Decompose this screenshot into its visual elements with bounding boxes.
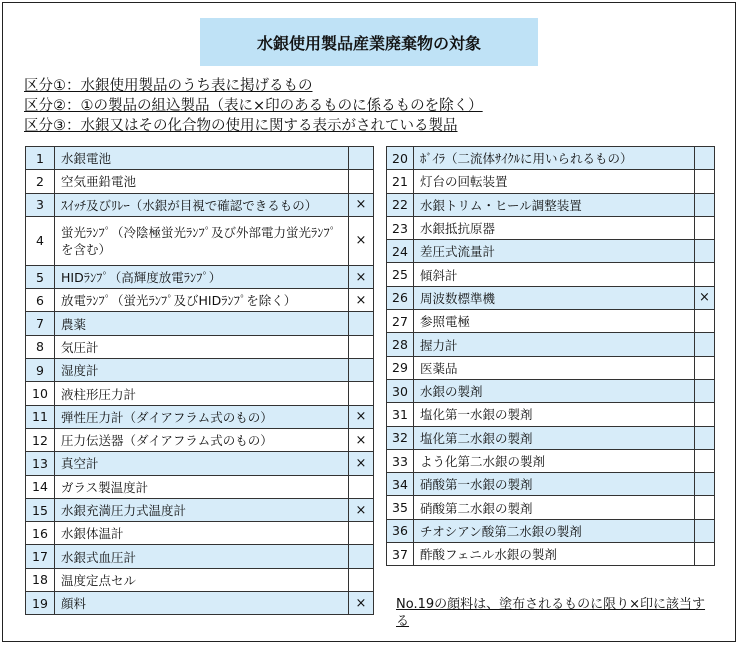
table-row <box>387 519 715 542</box>
footnote: No.19の顔料は、塗布されるものに限り×印に該当する <box>396 597 706 629</box>
row-number: 33 <box>387 449 414 472</box>
row-mark <box>695 193 715 216</box>
row-item-name: 水銀充満圧力式温度計 <box>55 498 349 521</box>
row-number: 1 <box>26 147 55 170</box>
row-number: 10 <box>26 382 55 405</box>
row-mark: × <box>349 592 374 615</box>
row-mark <box>349 335 374 358</box>
table-row <box>26 498 374 521</box>
row-mark <box>695 170 715 193</box>
row-item-name: 空気亜鉛電池 <box>55 170 349 193</box>
table-row <box>387 286 715 309</box>
row-mark <box>695 356 715 379</box>
table-row <box>26 568 374 591</box>
table-row <box>387 426 715 449</box>
row-number: 27 <box>387 310 414 333</box>
row-mark <box>695 263 715 286</box>
table-row <box>26 475 374 498</box>
row-number: 14 <box>26 475 55 498</box>
row-number: 15 <box>26 498 55 521</box>
row-item-name: 農薬 <box>55 312 349 335</box>
row-item-name: 温度定点セル <box>55 568 349 591</box>
table-row <box>387 333 715 356</box>
row-item-name: 水銀電池 <box>55 147 349 170</box>
row-number: 5 <box>26 265 55 288</box>
row-item-name: 圧力伝送器（ダイアフラム式のもの） <box>55 428 349 451</box>
row-item-name: 握力計 <box>414 333 695 356</box>
category-3-description: 区分③：水銀又はその化合物の使用に関する表示がされている製品 <box>24 118 458 134</box>
row-mark <box>695 240 715 263</box>
page-title: 水銀使用製品産業廃棄物の対象 <box>200 18 538 66</box>
category-2-description: 区分②：①の製品の組込製品（表に×印のあるものに係るものを除く） <box>24 98 483 114</box>
row-mark <box>695 216 715 239</box>
row-number: 30 <box>387 379 414 402</box>
row-item-name: 湿度計 <box>55 359 349 382</box>
row-number: 6 <box>26 289 55 312</box>
table-row <box>387 356 715 379</box>
table-row <box>387 310 715 333</box>
row-item-name: よう化第二水銀の製剤 <box>414 449 695 472</box>
table-row <box>387 473 715 496</box>
table-row <box>26 147 374 170</box>
row-item-name: 水銀抵抗原器 <box>414 216 695 239</box>
row-mark <box>349 522 374 545</box>
row-number: 35 <box>387 496 414 519</box>
row-item-name: 塩化第二水銀の製剤 <box>414 426 695 449</box>
row-item-name: 硝酸第二水銀の製剤 <box>414 496 695 519</box>
row-mark <box>695 473 715 496</box>
row-mark: × <box>349 405 374 428</box>
table-row <box>26 405 374 428</box>
table-row <box>387 170 715 193</box>
row-item-name: ガラス製温度計 <box>55 475 349 498</box>
row-number: 21 <box>387 170 414 193</box>
row-mark <box>695 403 715 426</box>
table-row <box>387 193 715 216</box>
row-mark: × <box>349 452 374 475</box>
row-mark <box>695 379 715 402</box>
row-item-name: 水銀体温計 <box>55 522 349 545</box>
row-number: 28 <box>387 333 414 356</box>
row-mark <box>695 147 715 170</box>
row-item-name: 水銀トリム・ヒール調整装置 <box>414 193 695 216</box>
row-item-name: 灯台の回転装置 <box>414 170 695 193</box>
row-item-name: 液柱形圧力計 <box>55 382 349 405</box>
product-table-right <box>386 146 715 566</box>
table-row <box>387 496 715 519</box>
table-row <box>387 263 715 286</box>
row-mark <box>349 545 374 568</box>
row-item-name: 顔料 <box>55 592 349 615</box>
row-item-name: 真空計 <box>55 452 349 475</box>
row-number: 26 <box>387 286 414 309</box>
table-row <box>387 147 715 170</box>
row-mark: × <box>349 428 374 451</box>
table-row <box>26 312 374 335</box>
table-row <box>26 170 374 193</box>
row-mark: × <box>349 216 374 265</box>
table-row <box>26 193 374 216</box>
row-mark <box>695 333 715 356</box>
table-row <box>387 543 715 566</box>
table-row <box>26 592 374 615</box>
row-number: 12 <box>26 428 55 451</box>
row-number: 32 <box>387 426 414 449</box>
row-item-name: 傾斜計 <box>414 263 695 286</box>
table-row <box>26 359 374 382</box>
row-mark <box>349 359 374 382</box>
row-number: 36 <box>387 519 414 542</box>
row-number: 18 <box>26 568 55 591</box>
row-number: 24 <box>387 240 414 263</box>
product-table-left <box>25 146 374 615</box>
row-mark <box>349 568 374 591</box>
row-mark: × <box>695 286 715 309</box>
row-mark: × <box>349 265 374 288</box>
row-item-name: 塩化第一水銀の製剤 <box>414 403 695 426</box>
row-item-name: 酢酸フェニル水銀の製剤 <box>414 543 695 566</box>
row-item-name: 弾性圧力計（ダイアフラム式のもの） <box>55 405 349 428</box>
row-item-name: ｽｲｯﾁ及びﾘﾚｰ（水銀が目視で確認できるもの） <box>55 193 349 216</box>
row-number: 31 <box>387 403 414 426</box>
row-mark <box>695 519 715 542</box>
row-mark: × <box>349 193 374 216</box>
row-number: 20 <box>387 147 414 170</box>
row-mark <box>349 312 374 335</box>
table-row <box>387 403 715 426</box>
row-item-name: 放電ﾗﾝﾌﾟ（蛍光ﾗﾝﾌﾟ及びHIDﾗﾝﾌﾟを除く） <box>55 289 349 312</box>
row-number: 9 <box>26 359 55 382</box>
row-number: 22 <box>387 193 414 216</box>
table-row <box>387 216 715 239</box>
category-1-description: 区分①：水銀使用製品のうち表に掲げるもの <box>24 78 313 94</box>
row-item-name: ﾎﾞｲﾗ（二流体ｻｲｸﾙに用いられるもの） <box>414 147 695 170</box>
table-row <box>26 335 374 358</box>
row-mark <box>695 426 715 449</box>
row-item-name: 水銀式血圧計 <box>55 545 349 568</box>
row-item-name: 蛍光ﾗﾝﾌﾟ（冷陰極蛍光ﾗﾝﾌﾟ及び外部電力蛍光ﾗﾝﾌﾟを含む） <box>55 216 349 265</box>
table-row <box>26 522 374 545</box>
row-number: 25 <box>387 263 414 286</box>
row-item-name: HIDﾗﾝﾌﾟ（高輝度放電ﾗﾝﾌﾟ） <box>55 265 349 288</box>
table-row <box>387 240 715 263</box>
row-number: 4 <box>26 216 55 265</box>
row-number: 3 <box>26 193 55 216</box>
row-mark <box>349 147 374 170</box>
row-mark <box>349 475 374 498</box>
table-row <box>26 428 374 451</box>
row-mark <box>695 449 715 472</box>
table-row <box>26 545 374 568</box>
row-item-name: 硝酸第一水銀の製剤 <box>414 473 695 496</box>
table-row <box>26 289 374 312</box>
row-number: 34 <box>387 473 414 496</box>
table-row <box>26 216 374 265</box>
row-mark <box>349 382 374 405</box>
row-mark <box>695 543 715 566</box>
row-number: 13 <box>26 452 55 475</box>
row-item-name: 差圧式流量計 <box>414 240 695 263</box>
row-number: 19 <box>26 592 55 615</box>
table-row <box>387 379 715 402</box>
row-item-name: 医薬品 <box>414 356 695 379</box>
row-number: 7 <box>26 312 55 335</box>
row-number: 29 <box>387 356 414 379</box>
row-number: 2 <box>26 170 55 193</box>
row-mark <box>349 170 374 193</box>
row-item-name: 参照電極 <box>414 310 695 333</box>
row-number: 8 <box>26 335 55 358</box>
row-mark <box>695 496 715 519</box>
row-item-name: 周波数標準機 <box>414 286 695 309</box>
row-number: 17 <box>26 545 55 568</box>
row-item-name: チオシアン酸第二水銀の製剤 <box>414 519 695 542</box>
row-number: 11 <box>26 405 55 428</box>
row-mark <box>695 310 715 333</box>
table-row <box>26 452 374 475</box>
row-mark: × <box>349 498 374 521</box>
row-number: 23 <box>387 216 414 239</box>
row-item-name: 水銀の製剤 <box>414 379 695 402</box>
row-number: 16 <box>26 522 55 545</box>
table-row <box>387 449 715 472</box>
row-number: 37 <box>387 543 414 566</box>
table-row <box>26 382 374 405</box>
row-mark: × <box>349 289 374 312</box>
table-row <box>26 265 374 288</box>
row-item-name: 気圧計 <box>55 335 349 358</box>
